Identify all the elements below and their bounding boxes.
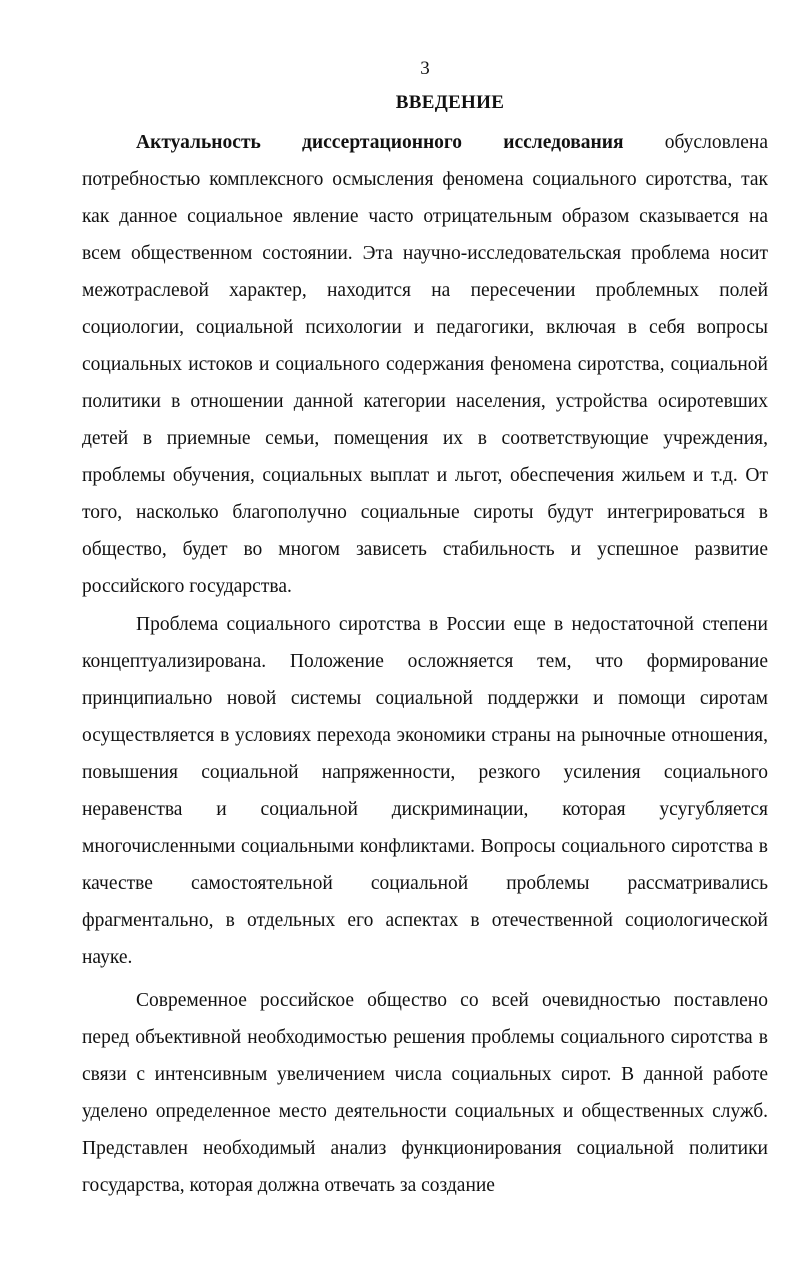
body-text bbox=[82, 124, 768, 1204]
paragraph-3: Современное российское общество со всей очевидностью поставлено перед объективной необходимостью решения проблемы социального сиротства в связи с интенсивным увеличением числа социальных сирот. В данной работе уделено определенное место деятельности социальных и общественных служб. Представлен необходимый анализ функционирования социальной политики государства, которая должна отвечать за создание bbox=[82, 990, 768, 1196]
page-number: 3 bbox=[420, 58, 430, 79]
paragraph-1 bbox=[82, 124, 768, 605]
paragraph-1-text: обусловлена потребностью комплексного осмысления феномена социального сиротства, так как данное социальное явление часто отрицательным образом сказывается на всем общественном состоянии. Эта научно-исследовательская проблема носит межотраслевой характер, находится на пересечении проблемных полей социологии, социальной психологии и педагогики, включая в себя вопросы социальных истоков и социального содержания феномена сиротства, социальной политики в отношении данной категории населения, устройства осиротевших детей в приемные семьи, помещения их в соответствующие учреждения, проблемы обучения, социальных выплат и льгот, обеспечения жильем и т.д. От того, насколько благополучно социальные сироты будут интегрироваться в общество, будет во многом зависеть стабильность и успешное развитие российского государства. bbox=[82, 132, 768, 597]
section-heading: ВВЕДЕНИЕ bbox=[395, 92, 505, 113]
paragraph-1-lead: Актуальность диссертационного исследования bbox=[136, 132, 624, 153]
paragraph-2: Проблема социального сиротства в России еще в недостаточной степени концептуализирована. Положение осложняется тем, что формирование принципиально новой системы социальной поддержки и помощи сиротам осуществляется в условиях перехода экономики страны на рыночные отношения, повышения социальной напряженности, резкого усиления социального неравенства и социальной дискриминации, которая усугубляется многочисленными социальными конфликтами. Вопросы социального сиротства в качестве самостоятельной социальной проблемы рассматривались фрагментально, в отдельных его аспектах в отечественной социологической науке. bbox=[82, 614, 768, 968]
